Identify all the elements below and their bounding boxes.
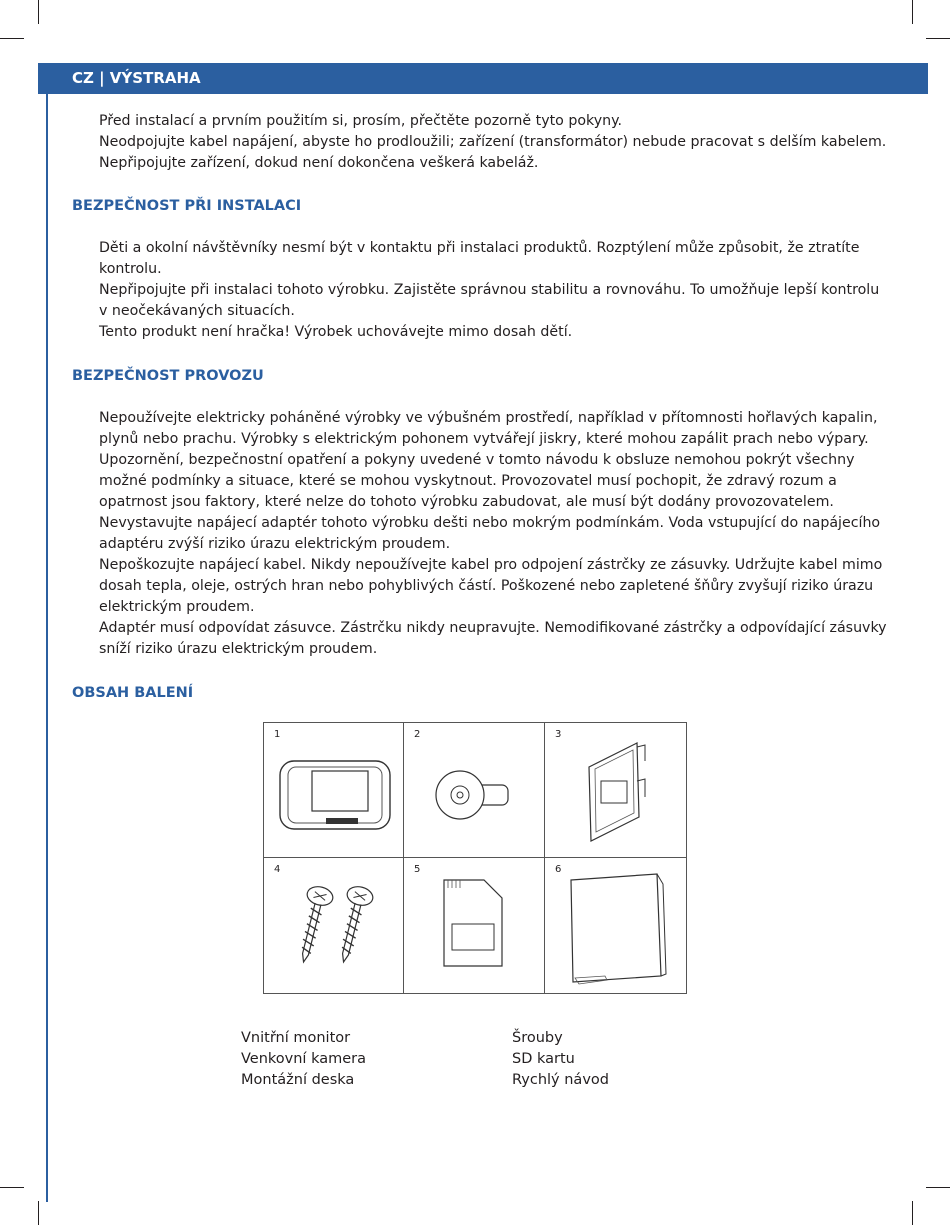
contents-cell	[264, 723, 404, 858]
operation-paragraph: Nepoškozujte napájecí kabel. Nikdy nepoužívejte kabel pro odpojení zástrčky ze zásuvky. Udržujte kabel mimo dosah tepla, oleje, ostrých hran nebo pohyblivých částí. Poškozené nebo zapletené šňůry zvyšují riziko úrazu elektrickým proudem.	[99, 557, 883, 615]
contents-legend-right	[512, 1028, 609, 1091]
outdoor-camera-icon	[404, 723, 545, 858]
item-number: 6	[555, 864, 562, 875]
contents-cell	[545, 858, 686, 993]
crop-mark	[0, 1187, 24, 1188]
legend-item: Venkovní kamera	[241, 1051, 366, 1067]
package-contents-grid	[263, 722, 687, 994]
contents-cell	[545, 723, 686, 858]
intro-paragraph: Neodpojujte kabel napájení, abyste ho prodloužili; zařízení (transformátor) nebude pracovat s delším kabelem.	[99, 134, 887, 150]
installation-paragraph: Tento produkt není hračka! Výrobek uchovávejte mimo dosah dětí.	[99, 324, 573, 340]
operation-paragraph: Nepoužívejte elektricky poháněné výrobky ve výbušném prostředí, například v přítomnosti hořlavých kapalin, plynů nebo prachu. Výrobky s elektrickým pohonem vytvářejí jiskry, které mohou zapálit prach nebo výpary.	[99, 410, 878, 447]
operation-title: BEZPEČNOST PROVOZU	[72, 368, 264, 384]
crop-mark	[926, 38, 950, 39]
item-number: 3	[555, 729, 562, 740]
installation-title: BEZPEČNOST PŘI INSTALACI	[72, 198, 302, 214]
intro-paragraph: Nepřipojujte zařízení, dokud není dokončena veškerá kabeláž.	[99, 155, 539, 171]
crop-mark	[0, 38, 24, 39]
legend-item: SD kartu	[512, 1051, 575, 1067]
crop-mark	[912, 0, 913, 24]
legend-item: Šrouby	[512, 1030, 563, 1046]
legend-item: Montážní deska	[241, 1072, 355, 1088]
contents-cell	[404, 858, 545, 993]
legend-item: Rychlý návod	[512, 1072, 609, 1088]
indoor-monitor-icon	[264, 723, 404, 858]
mounting-plate-icon	[545, 723, 686, 858]
page-spine-line	[46, 94, 48, 1202]
intro-text	[99, 111, 889, 174]
contents-cell	[404, 723, 545, 858]
installation-text	[99, 238, 889, 343]
installation-paragraph: Děti a okolní návštěvníky nesmí být v kontaktu při instalaci produktů. Rozptýlení může způsobit, že ztratíte kontrolu.	[99, 240, 860, 277]
crop-mark	[38, 0, 39, 24]
crop-mark	[38, 1201, 39, 1225]
contents-legend-left	[241, 1028, 366, 1091]
sd-card-icon	[404, 858, 545, 993]
quick-guide-icon	[545, 858, 686, 993]
screws-icon	[264, 858, 404, 993]
item-number: 4	[274, 864, 281, 875]
operation-paragraph: Upozornění, bezpečnostní opatření a pokyny uvedené v tomto návodu k obsluze nemohou pokrýt všechny možné podmínky a situace, které se mohou vyskytnout. Provozovatel musí pochopit, že zdravý rozum a opatrnost jsou faktory, které nelze do tohoto výrobku zabudovat, ale musí být dodány provozovatelem.	[99, 452, 855, 510]
operation-text	[99, 408, 889, 660]
intro-paragraph: Před instalací a prvním použitím si, prosím, přečtěte pozorně tyto pokyny.	[99, 113, 623, 129]
operation-paragraph: Adaptér musí odpovídat zásuvce. Zástrčku nikdy neupravujte. Nemodifikované zástrčky a odpovídající zásuvky sníží riziko úrazu elektrickým proudem.	[99, 620, 887, 657]
installation-paragraph: Nepřipojujte při instalaci tohoto výrobku. Zajistěte správnou stabilitu a rovnováhu. To umožňuje lepší kontrolu v neočekávaných situacích.	[99, 282, 880, 319]
contents-cell	[264, 858, 404, 993]
legend-item: Vnitřní monitor	[241, 1030, 351, 1046]
item-number: 2	[414, 729, 421, 740]
page-header: CZ | VÝSTRAHA	[38, 63, 928, 94]
item-number: 5	[414, 864, 421, 875]
item-number: 1	[274, 729, 281, 740]
operation-paragraph: Nevystavujte napájecí adaptér tohoto výrobku dešti nebo mokrým podmínkám. Voda vstupující do napájecího adaptéru zvýší riziko úrazu elektrickým proudem.	[99, 515, 881, 552]
crop-mark	[926, 1187, 950, 1188]
contents-title: OBSAH BALENÍ	[72, 685, 194, 701]
crop-mark	[912, 1201, 913, 1225]
